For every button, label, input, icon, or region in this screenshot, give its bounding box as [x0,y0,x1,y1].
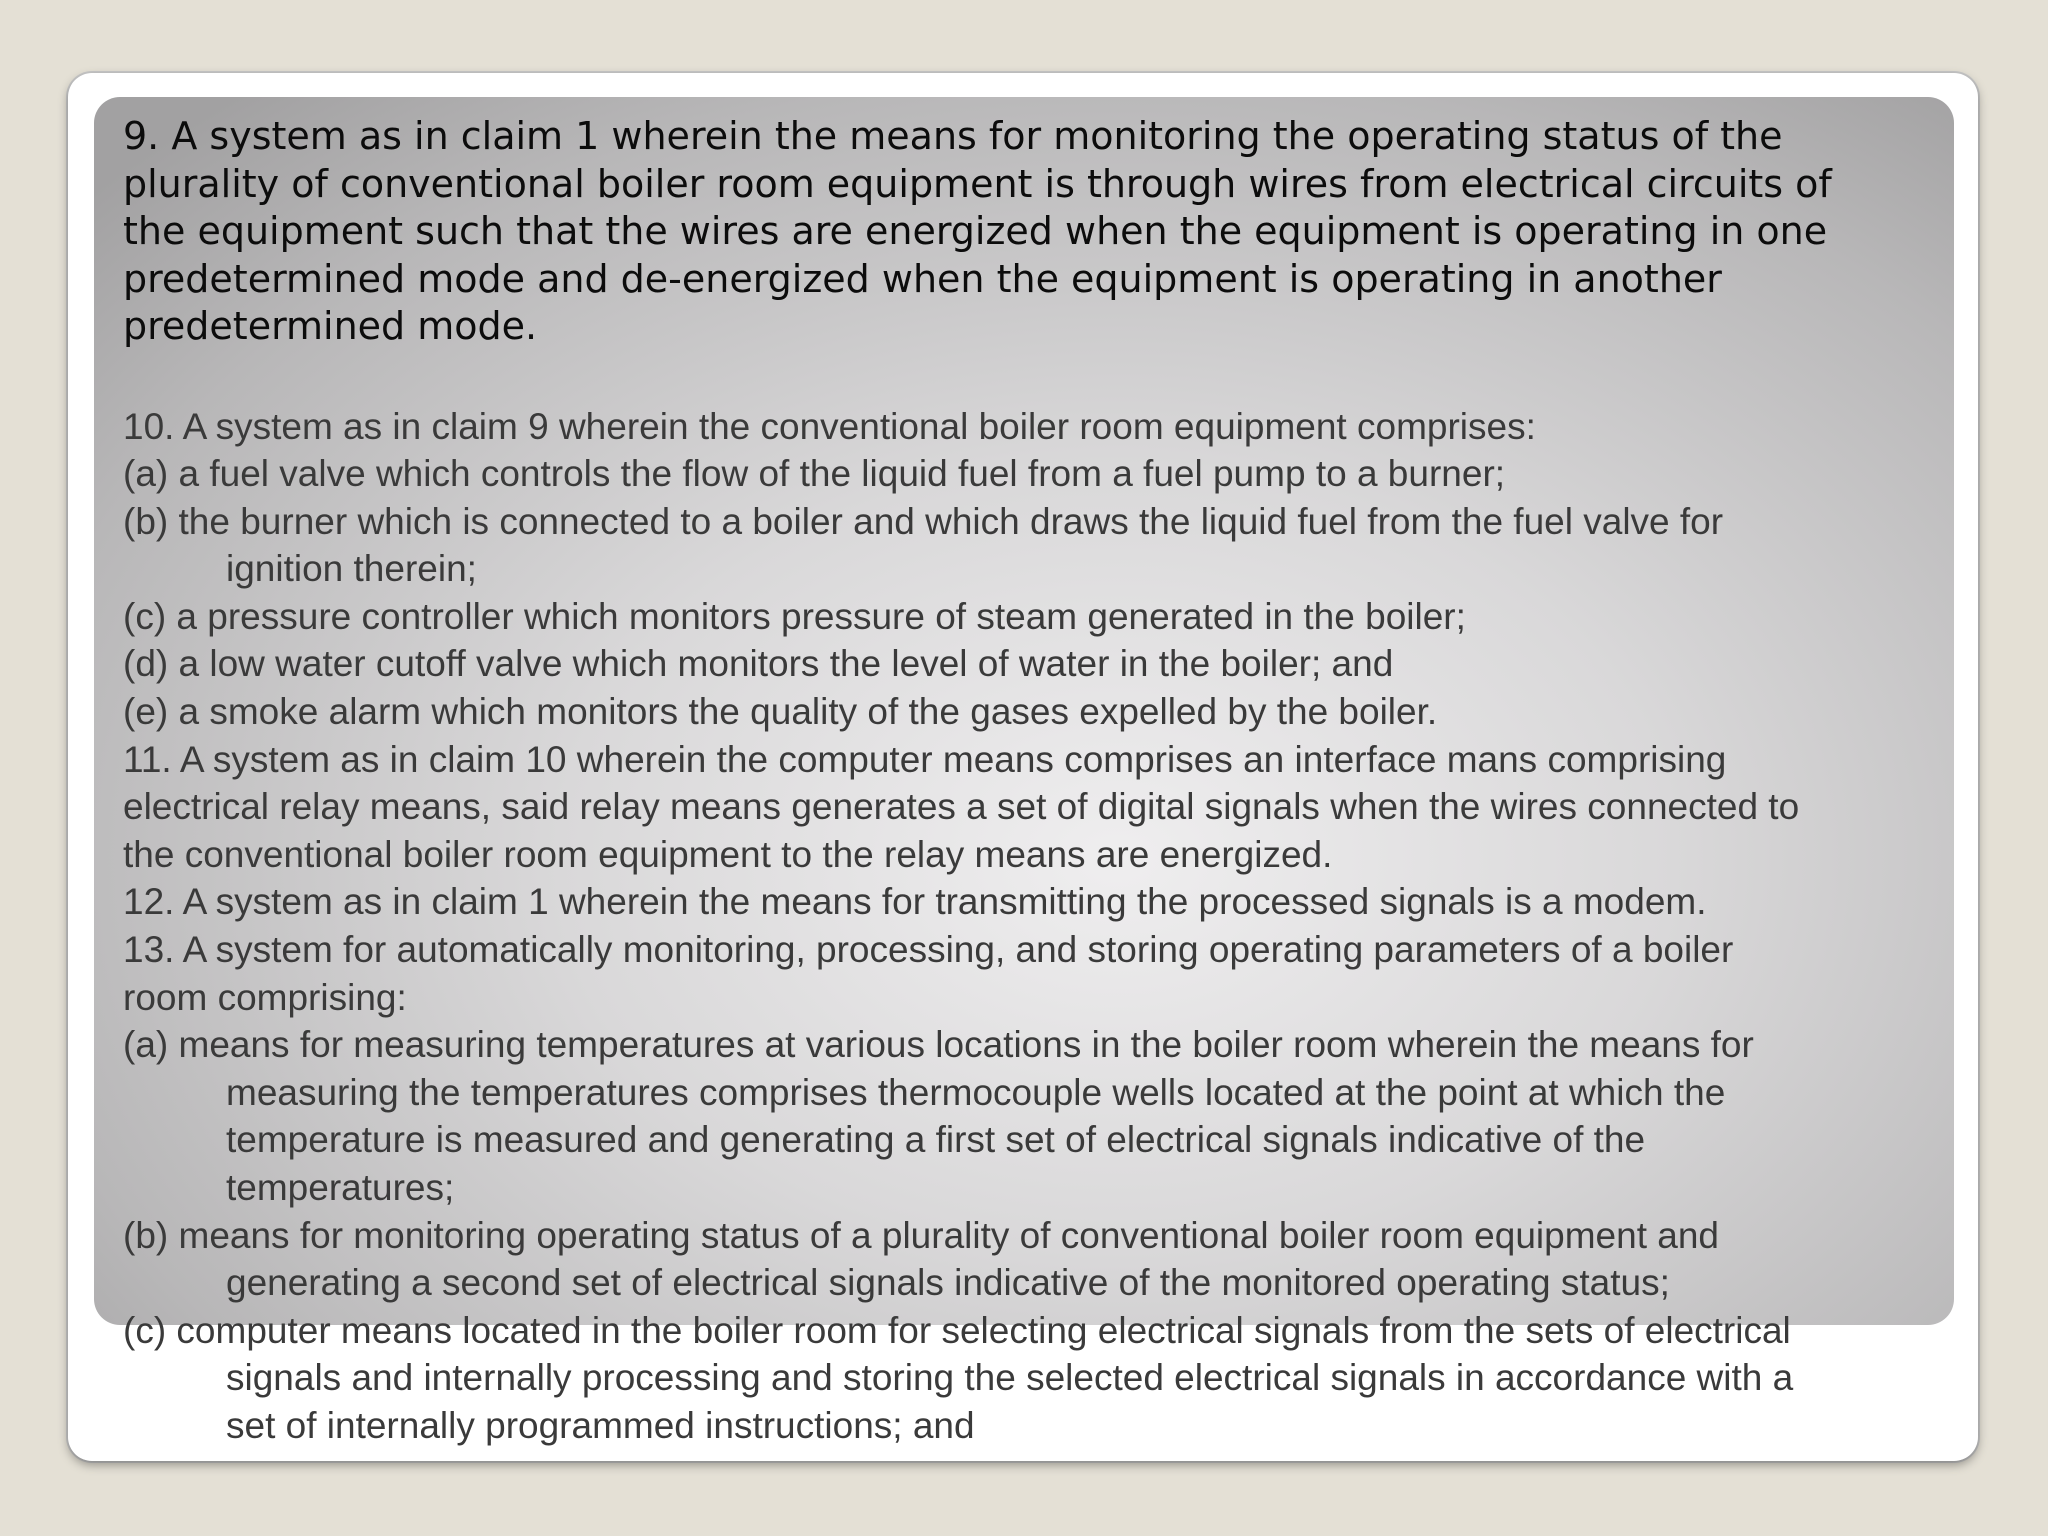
claim-text-line: signals and internally processing and storing the selected electrical signals in accordance with a [226,1357,1794,1399]
claim-text-line: measuring the temperatures comprises thermocouple wells located at the point at which the [226,1071,1726,1113]
claim-text-line: 11. A system as in claim 10 wherein the computer means comprises an interface mans comprising [123,738,1727,780]
claim-text-line: generating a second set of electrical signals indicative of the monitored operating status; [226,1262,1670,1304]
claim-9-paragraph: 9. A system as in claim 1 wherein the means for monitoring the operating status of the plurality of conventional boiler room equipment is through wires from electrical circuits of the equipment such that the wires are energized when the equipment is operating in one predetermined mode and de-energized when the equipment is operating in another predetermined mode. [123,114,1832,348]
claim-text-line: (c) a pressure controller which monitors pressure of steam generated in the boiler; [123,595,1466,637]
claim-text-line: temperature is measured and generating a first set of electrical signals indicative of the [226,1119,1646,1161]
claims-list [123,403,1933,1450]
claim-text-line: 13. A system for automatically monitoring, processing, and storing operating parameters of a boiler [123,929,1734,971]
claim-text-line: (a) a fuel valve which controls the flow of the liquid fuel from a fuel pump to a burner; [123,453,1506,495]
claim-text-line: (b) the burner which is connected to a boiler and which draws the liquid fuel from the fuel valve for [123,500,1724,542]
claim-text-line: (e) a smoke alarm which monitors the quality of the gases expelled by the boiler. [123,691,1438,733]
claim-text-line: (a) means for measuring temperatures at various locations in the boiler room wherein the means for [123,1024,1754,1066]
claim-text-line: temperatures; [226,1167,455,1208]
claim-text-line: set of internally programmed instructions; and [226,1404,975,1446]
claim-text-line: (c) computer means located in the boiler room for selecting electrical signals from the sets of electrical [123,1309,1791,1351]
claim-text-line: (d) a low water cutoff valve which monitors the level of water in the boiler; and [123,643,1394,685]
claim-text-line: ignition therein; [226,548,477,590]
claim-text-line: 12. A system as in claim 1 wherein the means for transmitting the processed signals is a modem. [123,881,1707,923]
claim-text-line: room comprising: [123,976,407,1018]
claim-text-line: (b) means for monitoring operating status of a plurality of conventional boiler room equipment and [123,1214,1719,1256]
slide-content [123,113,1933,1450]
claim-text-line: 10. A system as in claim 9 wherein the conventional boiler room equipment comprises: [123,405,1536,447]
claim-text-line: electrical relay means, said relay means generates a set of digital signals when the wires connected to [123,786,1800,828]
claim-text-line: the conventional boiler room equipment to the relay means are energized. [123,833,1333,875]
